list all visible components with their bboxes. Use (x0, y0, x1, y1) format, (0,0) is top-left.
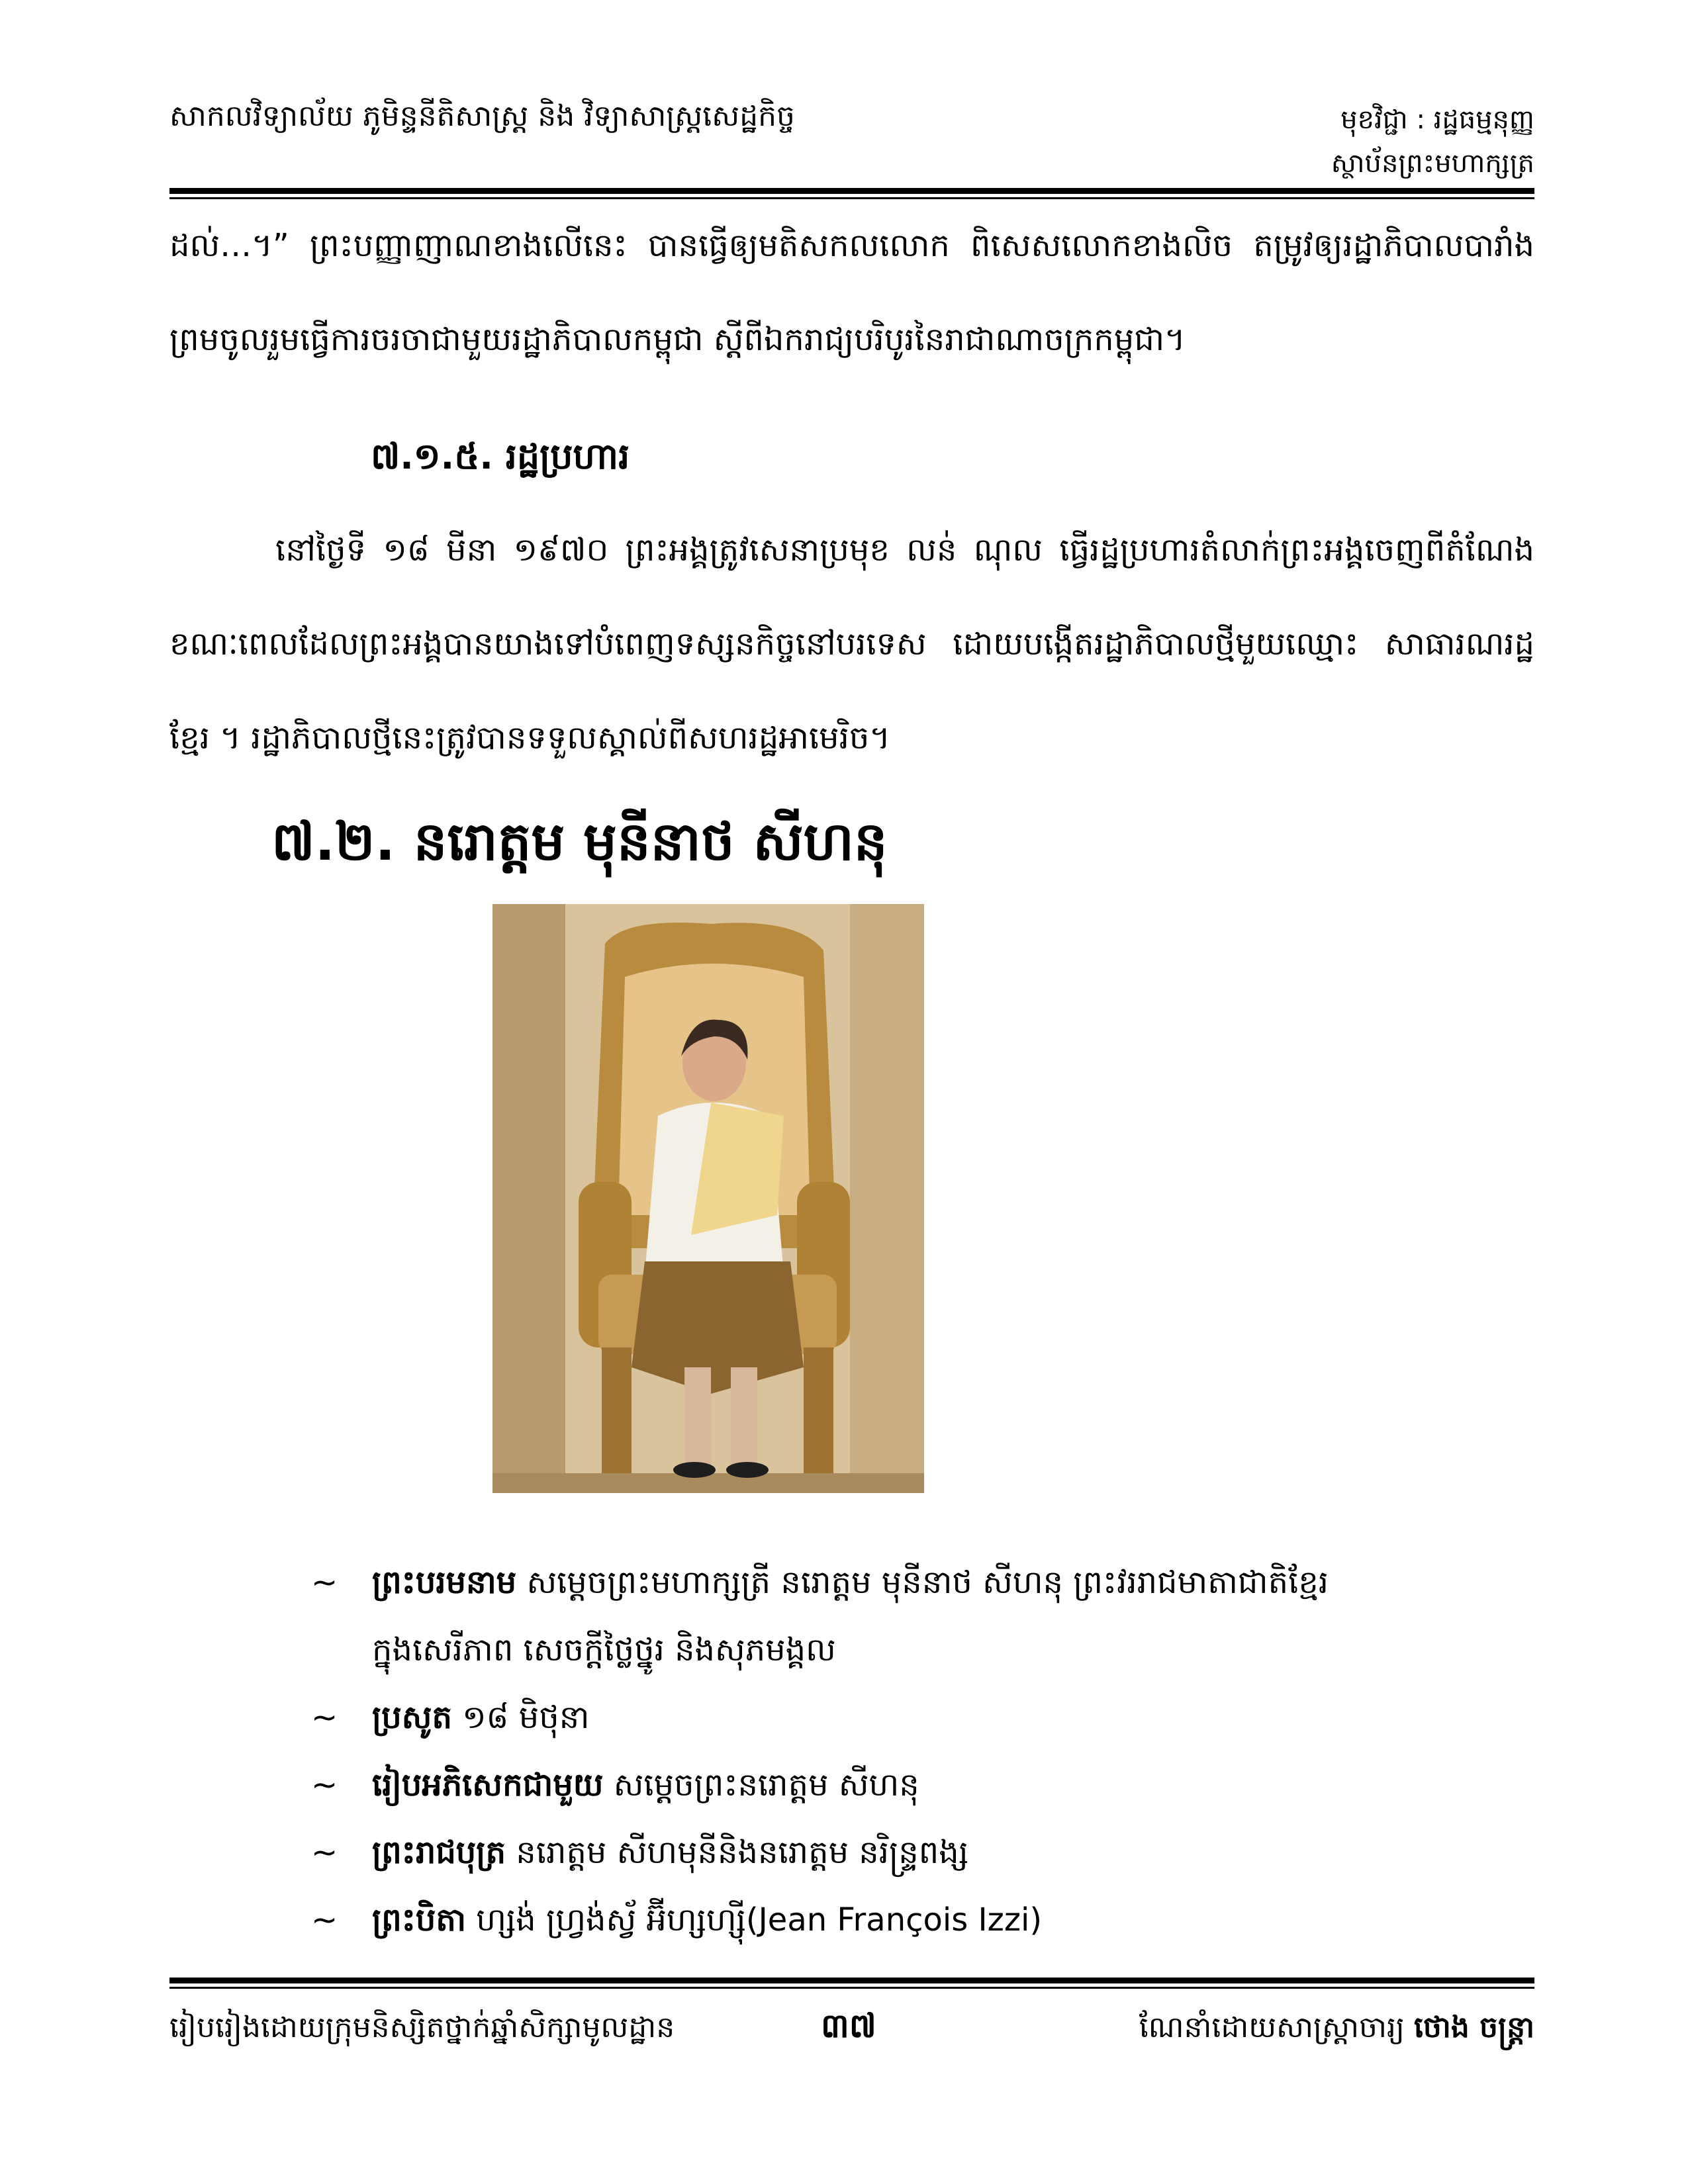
list-item-term: ព្រះរាជបុត្រ (372, 1834, 506, 1871)
list-item (311, 1684, 1536, 1751)
list-item-term: ប្រសូត (372, 1699, 452, 1736)
header-rule-thick (169, 188, 1534, 194)
bullet-tilde: ~ (311, 1699, 338, 1736)
list-item-term: រៀបអភិសេកជាមួយ (372, 1766, 604, 1803)
footer-advisor-name: ថោង ចន្ត្រា (1413, 2011, 1534, 2044)
paragraph-intro: ដល់…។” ព្រះបញ្ញាញាណខាងលើនេះ បានធ្វើឲ្យមតិសកលលោក ពិសេសលោកខាងលិច តម្រូវឲ្យរដ្ឋាភិបាលបារាំងព្រមចូលរួមធ្វើការចរចាជាមួយរដ្ឋាភិបាលកម្ពុជា ស្តីពីឯករាជ្យបរិបូរនៃរាជាណាចក្រកម្ពុជា។ (169, 227, 1534, 358)
list-item-term: ព្រះបិតា (372, 1901, 467, 1938)
biography-list (311, 1549, 1536, 1954)
portrait-illustration (492, 904, 924, 1493)
list-item (311, 1819, 1536, 1886)
list-item (311, 1751, 1536, 1819)
bullet-tilde: ~ (311, 1564, 338, 1601)
footer-advisor (1139, 2009, 1534, 2052)
header-subject-line2: ស្ថាប័នព្រះមហាក្សត្រ (1331, 148, 1534, 179)
list-item-continuation: ក្នុងសេរីភាព សេចក្តីថ្លៃថ្នូរ និងសុភមង្គល (372, 1631, 836, 1668)
footer-rule-thin (169, 1987, 1534, 1989)
header-subject-line1: មុខវិជ្ជា : រដ្ឋធម្មនុញ្ញ (1340, 105, 1534, 135)
section-heading-7-1-5: ៧.១.៥. រដ្ឋប្រហារ (371, 435, 630, 477)
portrait-photo (492, 904, 924, 1493)
list-item (311, 1549, 1536, 1684)
list-item-text: សម្តេចព្រះមហាក្សត្រី នរោត្តម មុនីនាថ សីហនុ ព្រះវររាជមាតាជាតិខ្មែរ (516, 1564, 1329, 1601)
list-item-text: ១៨ មិថុនា (451, 1699, 590, 1736)
header-university: សាកលវិទ្យាល័យ ភូមិន្ទនីតិសាស្ត្រ និង វិទ្យាសាស្ត្រសេដ្ឋកិច្ច (169, 99, 795, 133)
section-heading-7-2: ៧.២. នរោត្តម មុនីនាថ សីហនុ (271, 811, 888, 872)
list-item-text: សម្តេចព្រះនរោត្តម សីហនុ (603, 1766, 919, 1803)
list-item (311, 1886, 1536, 1954)
paragraph-coup: នៅថ្ងៃទី ១៨ មីនា ១៩៧០ ព្រះអង្គត្រូវសេនាប្រមុខ លន់ ណុល ធ្វើរដ្ឋប្រហារតំលាក់ព្រះអង្គចេញពីតំណែង ខណៈពេលដែលព្រះអង្គបានយាងទៅបំពេញទស្សនកិច្ចនៅបរទេស ដោយបង្កើតរដ្ឋាភិបាលថ្មីមួយឈ្មោះ សាធារណរដ្ឋខ្មែរ ។ រដ្ឋាភិបាលថ្មីនេះត្រូវបានទទួលស្គាល់ពីសហរដ្ឋអាមេរិច។ (169, 531, 1534, 756)
page-number: ៣៧ (821, 2007, 876, 2045)
list-item-term: ព្រះបរមនាម (372, 1564, 517, 1601)
bullet-tilde: ~ (311, 1834, 338, 1871)
list-item-text: នរោត្តម សីហមុនីនិងនរោត្តម នរិន្ទ្រពង្ស (506, 1834, 969, 1871)
list-item-text: ហ្សង់ ហ្វ្រង់ស្វ័ អ៊ីហ្សហ្ស៊ី(Jean François Izzi) (466, 1901, 1043, 1938)
bullet-tilde: ~ (311, 1901, 338, 1938)
footer-author: រៀបរៀងដោយក្រុមនិស្សិតថ្នាក់ឆ្នាំសិក្សាមូលដ្ឋាន (169, 2011, 675, 2044)
header-subject (1331, 98, 1534, 185)
footer-rule-thick (169, 1978, 1534, 1983)
footer-advisor-prefix: ណែនាំដោយសាស្ត្រាចារ្យ (1139, 2011, 1414, 2044)
bullet-tilde: ~ (311, 1766, 338, 1803)
